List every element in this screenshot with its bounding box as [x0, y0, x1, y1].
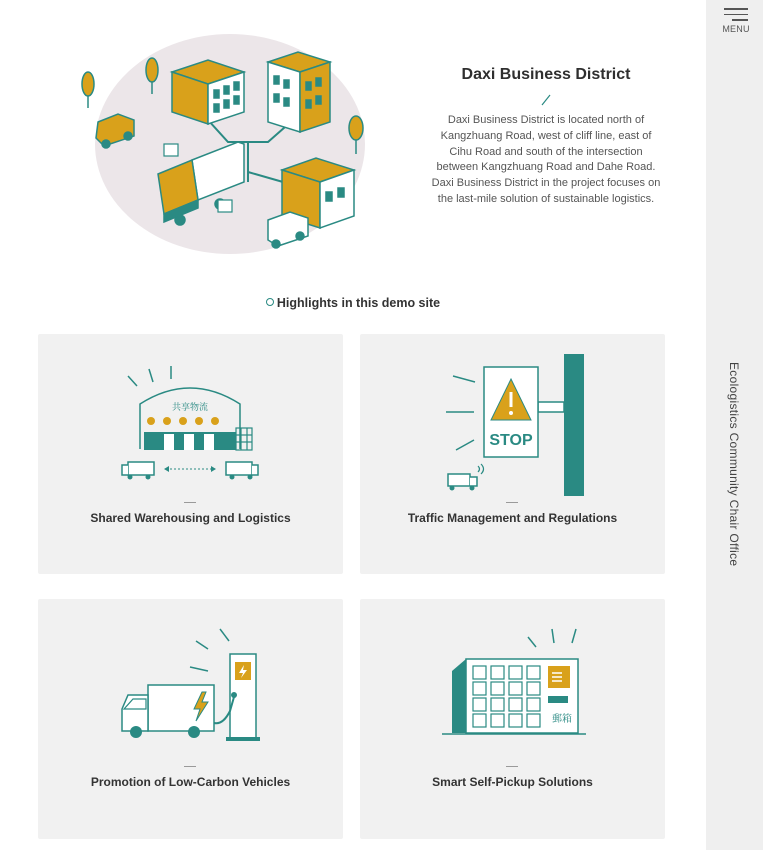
highlights-heading: Highlights in this demo site	[0, 296, 706, 310]
warehouse-icon	[38, 334, 343, 494]
district-illustration	[68, 32, 386, 258]
warehouse-sign-text: 共享物流	[171, 403, 209, 413]
card-divider	[184, 766, 196, 767]
ring-icon	[266, 298, 274, 306]
card-label: Smart Self-Pickup Solutions	[432, 775, 593, 789]
stop-sign-icon	[360, 334, 665, 504]
menu-button[interactable]	[722, 8, 750, 34]
district-title: Daxi Business District	[461, 66, 631, 83]
menu-label: MENU	[722, 23, 750, 34]
card-divider	[506, 502, 518, 503]
locker-sign-text: 郵箱	[552, 714, 572, 725]
district-description: Daxi Business District is located north of Kangzhuang Road, west of cliff line, east of Cihu Road and south of the intersection between Kangzhuang Road and Dahe Road. Daxi Business District in the project focuses on the last-mile solution of sustainable logistics.	[431, 114, 661, 205]
sidebar	[706, 0, 763, 850]
card-low-carbon-vehicles[interactable]	[38, 599, 343, 839]
card-divider	[506, 766, 518, 767]
menu-icon	[724, 8, 748, 10]
ev-charging-icon	[38, 599, 343, 759]
sidebar-vertical-title: Ecologistics Community Chair Office	[727, 362, 741, 567]
card-label: Promotion of Low-Carbon Vehicles	[90, 775, 291, 789]
card-label: Traffic Management and Regulations	[407, 511, 618, 525]
card-label: Shared Warehousing and Logistics	[90, 511, 291, 525]
stop-sign-text: STOP	[489, 432, 533, 449]
title-divider	[538, 92, 554, 108]
card-divider	[184, 502, 196, 503]
card-traffic-management[interactable]	[360, 334, 665, 574]
card-shared-warehousing[interactable]	[38, 334, 343, 574]
card-smart-pickup[interactable]	[360, 599, 665, 839]
parcel-locker-icon	[360, 599, 665, 759]
